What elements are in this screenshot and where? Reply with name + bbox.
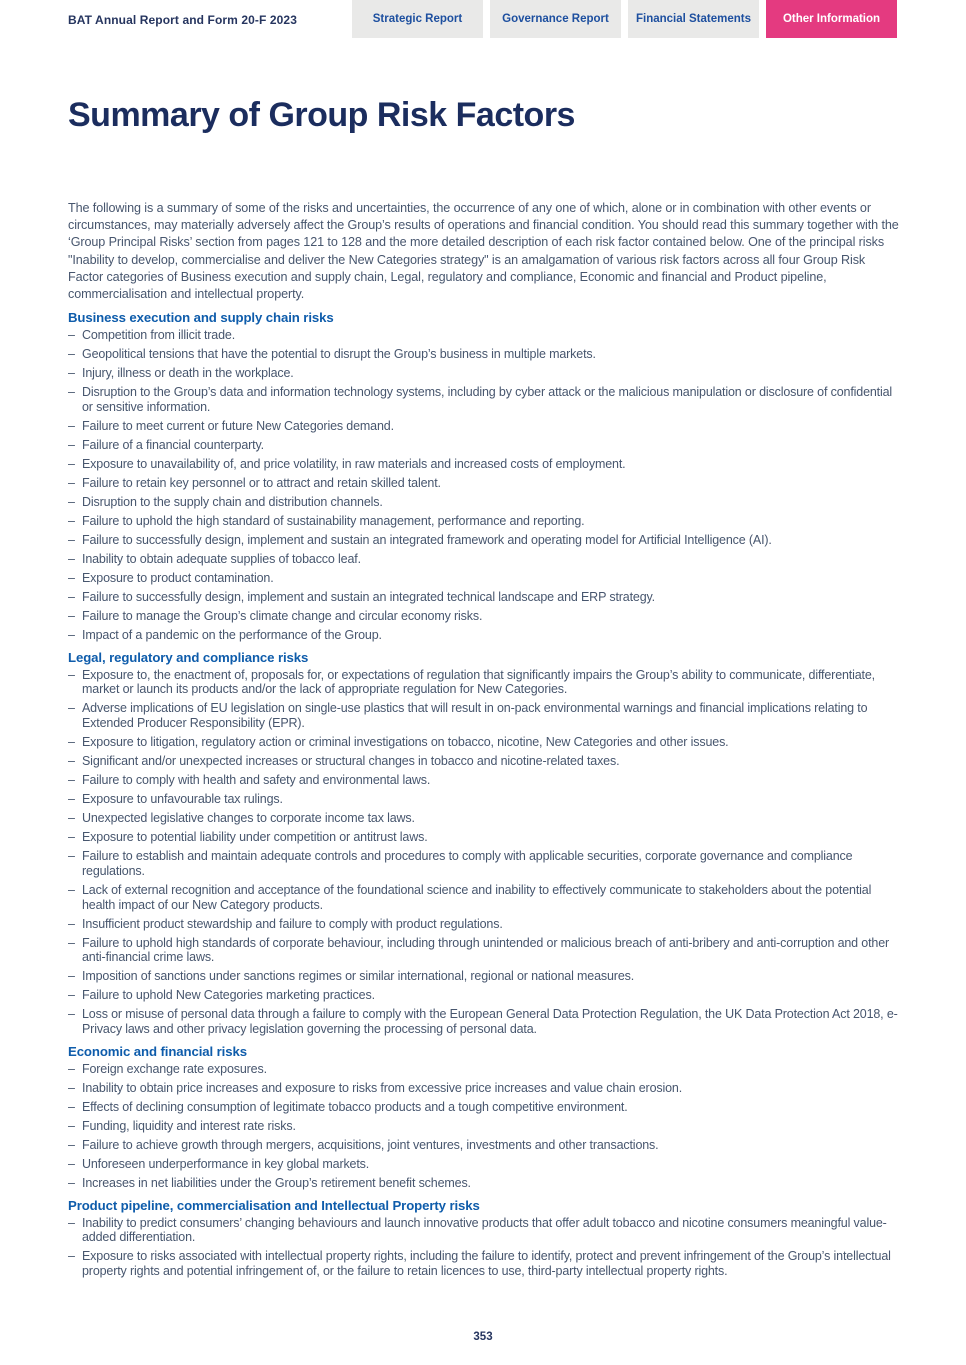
risk-item: – Failure to uphold New Categories marketing practices. [68, 988, 900, 1003]
risk-item: – Disruption to the Group’s data and information technology systems, including by cyber attack or the malicious manipulation or disclosure of confidential or sensitive information. [68, 385, 900, 415]
risk-item: – Inability to obtain price increases and exposure to risks from excessive price increases and value chain erosion. [68, 1081, 900, 1096]
page-title: Summary of Group Risk Factors [68, 96, 575, 134]
report-header [0, 0, 966, 38]
risk-item: – Exposure to product contamination. [68, 571, 900, 586]
risk-section [68, 650, 900, 1037]
risk-item: – Failure to uphold the high standard of sustainability management, performance and reporting. [68, 514, 900, 529]
risk-item: – Impact of a pandemic on the performance of the Group. [68, 628, 900, 643]
risk-item: – Exposure to potential liability under competition or antitrust laws. [68, 830, 900, 845]
tab-other-information[interactable]: Other Information [766, 0, 897, 38]
tab-strategic-report[interactable]: Strategic Report [352, 0, 483, 38]
risk-item: – Failure to manage the Group’s climate change and circular economy risks. [68, 609, 900, 624]
risk-item: – Failure to achieve growth through mergers, acquisitions, joint ventures, investments and other transactions. [68, 1138, 900, 1153]
risk-section [68, 1044, 900, 1191]
intro-paragraph: The following is a summary of some of the risks and uncertainties, the occurrence of any one of which, alone or in combination with other events or circumstances, may materially adversely affect the Group’s results of operations and financial condition. You should read this summary together with the ‘Group Principal Risks’ section from pages 121 to 128 and the more detailed description of each risk factor contained below. One of the principal risks "Inability to develop, commercialise and deliver the New Categories strategy" is an amalgamation of various risk factors across all four Group Risk Factor categories of Business execution and supply chain, Legal, regulatory and compliance, Economic and financial and Product pipeline, commercialisation and intellectual property. [68, 201, 899, 302]
risk-item: – Unforeseen underperformance in key global markets. [68, 1157, 900, 1172]
risk-item: – Failure to successfully design, implement and sustain an integrated framework and operating model for Artificial Intelligence (AI). [68, 533, 900, 548]
risk-item: – Geopolitical tensions that have the potential to disrupt the Group’s business in multiple markets. [68, 347, 900, 362]
risk-list [68, 328, 900, 642]
risk-item: – Increases in net liabilities under the Group’s retirement benefit schemes. [68, 1176, 900, 1191]
risk-item: – Loss or misuse of personal data through a failure to comply with the European General Data Protection Regulation, the UK Data Protection Act 2018, e-Privacy laws and other privacy legislation governing the processing of personal data. [68, 1007, 900, 1037]
risk-item: – Disruption to the supply chain and distribution channels. [68, 495, 900, 510]
tab-financial-statements[interactable]: Financial Statements [628, 0, 759, 38]
risk-item: – Failure to uphold high standards of corporate behaviour, including through unintended or malicious breach of anti-bribery and anti-corruption and other anti-financial crime laws. [68, 936, 900, 966]
risk-item: – Failure to successfully design, implement and sustain an integrated technical landscape and ERP strategy. [68, 590, 900, 605]
report-brand: BAT Annual Report and Form 20-F 2023 [68, 13, 297, 27]
risk-item: – Exposure to, the enactment of, proposals for, or expectations of regulation that significantly impairs the Group’s ability to communicate, differentiate, market or launch its products and/or the lack of appropriate regulation for New Categories. [68, 668, 900, 698]
risk-item: – Exposure to risks associated with intellectual property rights, including the failure to identify, protect and prevent infringement of the Group’s intellectual property rights and potential infringement of, or the failure to retain licences to use, third-party intellectual property rights. [68, 1249, 900, 1279]
risk-sections [68, 310, 900, 1279]
risk-item: – Inability to obtain adequate supplies of tobacco leaf. [68, 552, 900, 567]
page-number: 353 [473, 1331, 493, 1343]
risk-list [68, 668, 900, 1037]
risk-item: – Failure of a financial counterparty. [68, 438, 900, 453]
risk-item: – Effects of declining consumption of legitimate tobacco products and a tough competitive environment. [68, 1100, 900, 1115]
risk-item: – Inability to predict consumers’ changing behaviours and launch innovative products that offer adult tobacco and nicotine consumers meaningful value-added differentiation. [68, 1216, 900, 1246]
report-tabs [352, 0, 897, 38]
risk-item: – Failure to meet current or future New Categories demand. [68, 419, 900, 434]
tab-governance-report[interactable]: Governance Report [490, 0, 621, 38]
risk-item: – Exposure to unfavourable tax rulings. [68, 792, 900, 807]
risk-item: – Injury, illness or death in the workplace. [68, 366, 900, 381]
risk-item: – Foreign exchange rate exposures. [68, 1062, 900, 1077]
risk-item: – Failure to establish and maintain adequate controls and procedures to comply with applicable securities, corporate governance and compliance regulations. [68, 849, 900, 879]
risk-section [68, 310, 900, 642]
risk-item: – Exposure to unavailability of, and price volatility, in raw materials and increased costs of employment. [68, 457, 900, 472]
section-heading: Product pipeline, commercialisation and Intellectual Property risks [68, 1197, 480, 1213]
risk-item: – Adverse implications of EU legislation on single-use plastics that will result in on-pack environmental warnings and financial implications relating to Extended Producer Responsibility (EPR). [68, 701, 900, 731]
section-heading: Legal, regulatory and compliance risks [68, 649, 309, 665]
section-heading: Business execution and supply chain risks [68, 310, 334, 326]
page-content [68, 94, 900, 1283]
risk-item: – Unexpected legislative changes to corporate income tax laws. [68, 811, 900, 826]
risk-section [68, 1198, 900, 1279]
risk-item: – Competition from illicit trade. [68, 328, 900, 343]
risk-list [68, 1062, 900, 1191]
risk-item: – Failure to retain key personnel or to attract and retain skilled talent. [68, 476, 900, 491]
risk-item: – Insufficient product stewardship and failure to comply with product regulations. [68, 917, 900, 932]
risk-item: – Funding, liquidity and interest rate risks. [68, 1119, 900, 1134]
risk-item: – Significant and/or unexpected increases or structural changes in tobacco and nicotine-related taxes. [68, 754, 900, 769]
risk-item: – Exposure to litigation, regulatory action or criminal investigations on tobacco, nicotine, New Categories and other issues. [68, 735, 900, 750]
risk-item: – Lack of external recognition and acceptance of the foundational science and inability to effectively communicate to stakeholders about the potential health impact of our New Category products. [68, 883, 900, 913]
section-heading: Economic and financial risks [68, 1043, 247, 1059]
risk-item: – Imposition of sanctions under sanctions regimes or similar international, regional or national measures. [68, 969, 900, 984]
risk-list [68, 1216, 900, 1279]
risk-item: – Failure to comply with health and safety and environmental laws. [68, 773, 900, 788]
page-footer [0, 1329, 966, 1365]
